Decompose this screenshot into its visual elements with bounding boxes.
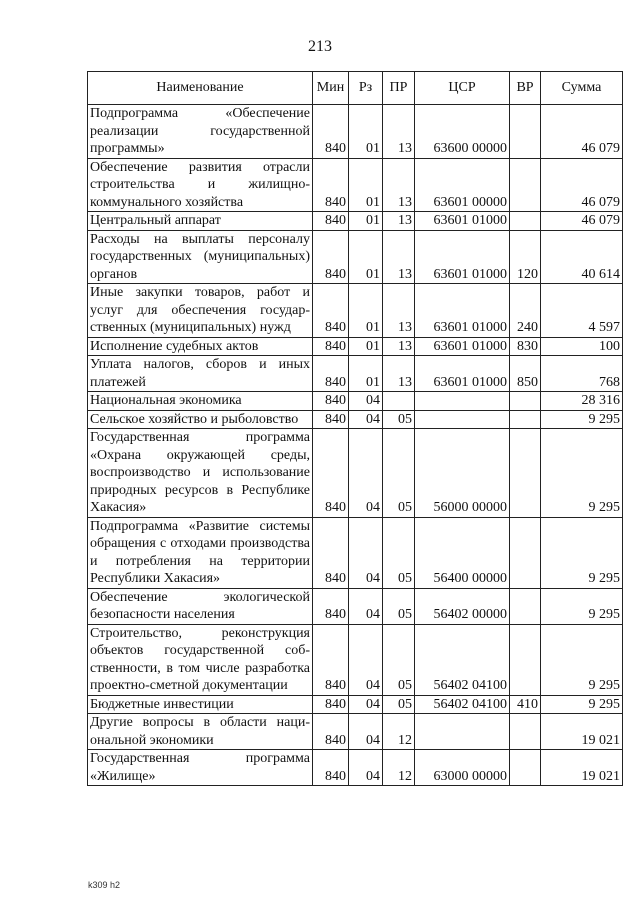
row-min: 840 bbox=[313, 105, 349, 159]
header-csr: ЦСР bbox=[415, 72, 510, 105]
header-min: Мин bbox=[313, 72, 349, 105]
table-row bbox=[88, 230, 623, 284]
row-rz: 04 bbox=[349, 392, 383, 411]
row-min: 840 bbox=[313, 517, 349, 588]
row-name: Государственная программа «Жилище» bbox=[88, 750, 313, 786]
row-vr bbox=[510, 750, 541, 786]
row-name: Подпрограмма «Обеспечение реализации государственной программы» bbox=[88, 105, 313, 159]
row-rz: 04 bbox=[349, 517, 383, 588]
row-name: Национальная экономика bbox=[88, 392, 313, 411]
row-rz: 01 bbox=[349, 337, 383, 356]
row-csr: 63600 00000 bbox=[415, 105, 510, 159]
row-sum: 46 079 bbox=[541, 105, 623, 159]
row-name: Центральный аппарат bbox=[88, 212, 313, 231]
row-min: 840 bbox=[313, 284, 349, 338]
row-min: 840 bbox=[313, 624, 349, 695]
row-csr: 63601 01000 bbox=[415, 284, 510, 338]
table-row bbox=[88, 158, 623, 212]
row-name: Государственная программа «Охрана окружающей среды, воспроизводство и использование природных ресурсов в Республике Хакасия» bbox=[88, 429, 313, 518]
row-min: 840 bbox=[313, 429, 349, 518]
row-rz: 01 bbox=[349, 212, 383, 231]
row-min: 840 bbox=[313, 588, 349, 624]
row-pr: 13 bbox=[383, 284, 415, 338]
footer-code: k309 h2 bbox=[88, 880, 121, 890]
header-vr: ВР bbox=[510, 72, 541, 105]
table-row bbox=[88, 284, 623, 338]
row-csr: 63601 01000 bbox=[415, 337, 510, 356]
header-rz: Рз bbox=[349, 72, 383, 105]
row-vr: 830 bbox=[510, 337, 541, 356]
row-rz: 01 bbox=[349, 284, 383, 338]
row-sum: 19 021 bbox=[541, 714, 623, 750]
row-csr: 63601 01000 bbox=[415, 356, 510, 392]
row-rz: 04 bbox=[349, 429, 383, 518]
table-row bbox=[88, 517, 623, 588]
row-min: 840 bbox=[313, 158, 349, 212]
row-pr: 13 bbox=[383, 230, 415, 284]
row-pr: 13 bbox=[383, 337, 415, 356]
row-vr bbox=[510, 158, 541, 212]
row-vr bbox=[510, 105, 541, 159]
row-rz: 01 bbox=[349, 105, 383, 159]
row-csr: 56000 00000 bbox=[415, 429, 510, 518]
row-vr: 850 bbox=[510, 356, 541, 392]
row-name: Иные закупки товаров, работ и услуг для обеспечения государственных (муниципальных) нужд bbox=[88, 284, 313, 338]
row-sum: 768 bbox=[541, 356, 623, 392]
row-sum: 9 295 bbox=[541, 695, 623, 714]
row-name: Расходы на выплаты персоналу государственных (муниципальных) органов bbox=[88, 230, 313, 284]
table-row bbox=[88, 356, 623, 392]
row-sum: 28 316 bbox=[541, 392, 623, 411]
row-sum: 9 295 bbox=[541, 429, 623, 518]
row-name: Строительство, реконструкция объектов государственной собственности, в том числе разработка проектно-сметной документации bbox=[88, 624, 313, 695]
row-name: Обеспечение развития отрасли строительства и жилищно-коммунального хозяйства bbox=[88, 158, 313, 212]
row-vr: 410 bbox=[510, 695, 541, 714]
row-sum: 100 bbox=[541, 337, 623, 356]
row-rz: 01 bbox=[349, 230, 383, 284]
row-rz: 04 bbox=[349, 588, 383, 624]
row-pr: 05 bbox=[383, 410, 415, 429]
row-min: 840 bbox=[313, 356, 349, 392]
row-vr: 240 bbox=[510, 284, 541, 338]
table-row bbox=[88, 714, 623, 750]
row-min: 840 bbox=[313, 695, 349, 714]
row-name: Сельское хозяйство и рыболовство bbox=[88, 410, 313, 429]
row-rz: 01 bbox=[349, 356, 383, 392]
row-csr bbox=[415, 392, 510, 411]
row-csr bbox=[415, 714, 510, 750]
table-row bbox=[88, 588, 623, 624]
row-vr bbox=[510, 392, 541, 411]
row-pr: 05 bbox=[383, 517, 415, 588]
table-row bbox=[88, 212, 623, 231]
row-csr: 63000 00000 bbox=[415, 750, 510, 786]
row-pr: 13 bbox=[383, 105, 415, 159]
row-name: Бюджетные инвестиции bbox=[88, 695, 313, 714]
table-row bbox=[88, 410, 623, 429]
row-sum: 46 079 bbox=[541, 158, 623, 212]
row-min: 840 bbox=[313, 392, 349, 411]
budget-table bbox=[87, 71, 623, 786]
row-pr: 05 bbox=[383, 695, 415, 714]
row-vr bbox=[510, 588, 541, 624]
row-pr: 13 bbox=[383, 356, 415, 392]
row-min: 840 bbox=[313, 212, 349, 231]
row-sum: 19 021 bbox=[541, 750, 623, 786]
table-row bbox=[88, 624, 623, 695]
table-row bbox=[88, 337, 623, 356]
row-pr: 13 bbox=[383, 158, 415, 212]
row-rz: 04 bbox=[349, 624, 383, 695]
row-name: Исполнение судебных актов bbox=[88, 337, 313, 356]
row-min: 840 bbox=[313, 337, 349, 356]
row-sum: 46 079 bbox=[541, 212, 623, 231]
row-sum: 9 295 bbox=[541, 410, 623, 429]
row-csr: 56402 04100 bbox=[415, 695, 510, 714]
row-vr bbox=[510, 714, 541, 750]
table-row bbox=[88, 392, 623, 411]
row-vr bbox=[510, 429, 541, 518]
row-sum: 9 295 bbox=[541, 624, 623, 695]
row-sum: 9 295 bbox=[541, 517, 623, 588]
row-rz: 01 bbox=[349, 158, 383, 212]
page-number: 213 bbox=[308, 38, 332, 55]
table-row bbox=[88, 105, 623, 159]
row-name: Уплата налогов, сборов и иных платежей bbox=[88, 356, 313, 392]
row-min: 840 bbox=[313, 750, 349, 786]
header-name: Наименование bbox=[88, 72, 313, 105]
row-vr bbox=[510, 410, 541, 429]
table-header-row bbox=[88, 72, 623, 105]
row-sum: 9 295 bbox=[541, 588, 623, 624]
row-pr: 05 bbox=[383, 588, 415, 624]
row-min: 840 bbox=[313, 410, 349, 429]
row-rz: 04 bbox=[349, 750, 383, 786]
row-min: 840 bbox=[313, 714, 349, 750]
row-name: Обеспечение экологической безопасности населения bbox=[88, 588, 313, 624]
row-vr: 120 bbox=[510, 230, 541, 284]
row-csr: 56400 00000 bbox=[415, 517, 510, 588]
row-pr: 12 bbox=[383, 714, 415, 750]
row-csr: 56402 00000 bbox=[415, 588, 510, 624]
row-pr: 05 bbox=[383, 624, 415, 695]
table-row bbox=[88, 429, 623, 518]
row-sum: 40 614 bbox=[541, 230, 623, 284]
row-csr: 63601 01000 bbox=[415, 212, 510, 231]
table-row bbox=[88, 750, 623, 786]
row-csr: 56402 04100 bbox=[415, 624, 510, 695]
row-pr bbox=[383, 392, 415, 411]
row-pr: 05 bbox=[383, 429, 415, 518]
table-row bbox=[88, 695, 623, 714]
row-vr bbox=[510, 212, 541, 231]
row-pr: 13 bbox=[383, 212, 415, 231]
row-min: 840 bbox=[313, 230, 349, 284]
row-rz: 04 bbox=[349, 410, 383, 429]
row-vr bbox=[510, 517, 541, 588]
row-rz: 04 bbox=[349, 714, 383, 750]
row-csr: 63601 00000 bbox=[415, 158, 510, 212]
row-sum: 4 597 bbox=[541, 284, 623, 338]
header-sum: Сумма bbox=[541, 72, 623, 105]
header-pr: ПР bbox=[383, 72, 415, 105]
row-name: Подпрограмма «Развитие системы обращения с отходами производства и потребления на территории Республики Хакасия» bbox=[88, 517, 313, 588]
row-rz: 04 bbox=[349, 695, 383, 714]
row-name: Другие вопросы в области национальной экономики bbox=[88, 714, 313, 750]
row-pr: 12 bbox=[383, 750, 415, 786]
row-vr bbox=[510, 624, 541, 695]
row-csr bbox=[415, 410, 510, 429]
row-csr: 63601 01000 bbox=[415, 230, 510, 284]
